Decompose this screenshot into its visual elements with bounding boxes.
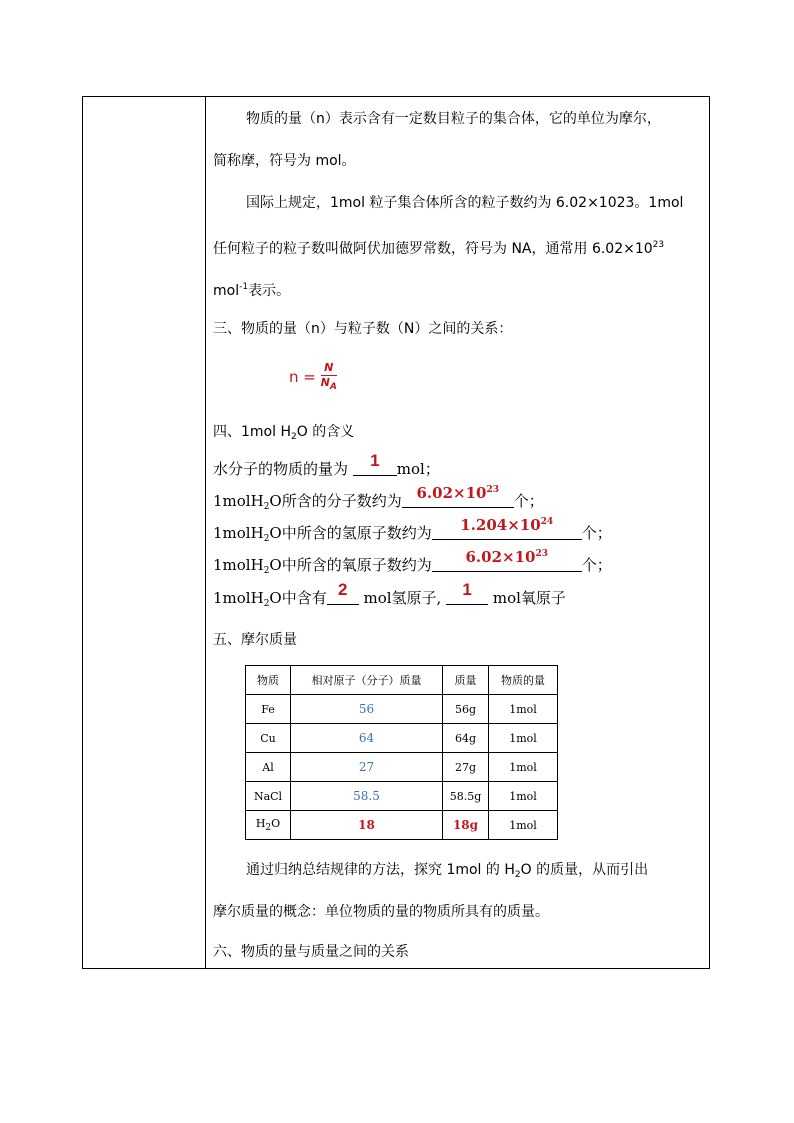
cell-relative-mass: 64 bbox=[291, 724, 443, 753]
fill-line-4: 1molH$_2$O中所含的氧原子数约为 $6.02\times 10^{23}$ 个； bbox=[213, 555, 612, 581]
para1-line1: 物质的量（n）表示含有一定数目粒子的集合体，它的单位为摩尔， bbox=[246, 111, 661, 127]
heading-4: 四、1mol $H_2O$ 的含义 bbox=[213, 424, 355, 442]
answer-value: 1 bbox=[370, 451, 380, 470]
table-header: 物质 bbox=[246, 666, 291, 695]
answer-blank bbox=[353, 451, 397, 476]
answer-blank bbox=[446, 580, 488, 605]
table-header-row bbox=[246, 666, 558, 695]
answer-blank bbox=[402, 484, 514, 508]
table-header: 物质的量 bbox=[489, 666, 558, 695]
cell-amount: 1mol bbox=[489, 695, 558, 724]
answer-blank bbox=[432, 548, 582, 572]
fill-line-1: 水分子的物质的量为 1 mol； bbox=[213, 451, 440, 478]
cell-substance: Cu bbox=[246, 724, 291, 753]
para3-line1: 通过归纳总结规律的方法，探究 1mol 的 $H_2O$ 的质量，从而引出 bbox=[246, 862, 649, 880]
table-row bbox=[246, 782, 558, 811]
cell-mass: 18g bbox=[443, 811, 489, 840]
cell-mass: 27g bbox=[443, 753, 489, 782]
cell-relative-mass: 58.5 bbox=[291, 782, 443, 811]
cell-amount: 1mol bbox=[489, 753, 558, 782]
para2-line2: 任何粒子的粒子数叫做阿伏加德罗常数，符号为 NA，通常用 $6.02\times 10^{23}$ bbox=[213, 240, 665, 257]
fill-line-3: 1molH$_2$O中所含的氢原子数约为 $1.204\times 10^{24}$ 个； bbox=[213, 523, 612, 549]
para3-line2: 摩尔质量的概念：单位物质的量的物质所具有的质量。 bbox=[213, 904, 549, 920]
para2-line3: mol$^{-1}$表示。 bbox=[213, 282, 291, 299]
cell-mass: 64g bbox=[443, 724, 489, 753]
cell-mass: 58.5g bbox=[443, 782, 489, 811]
table-header: 质量 bbox=[443, 666, 489, 695]
cell-substance: $H_2O$ bbox=[246, 811, 291, 840]
answer-value: 1 bbox=[462, 580, 472, 599]
table-row bbox=[246, 811, 558, 840]
lesson-content-cell bbox=[213, 97, 703, 968]
cell-substance: Al bbox=[246, 753, 291, 782]
table-row bbox=[246, 724, 558, 753]
formula-n-equals-N-over-NA: n = $\frac{N}{N_A}$ bbox=[289, 361, 337, 392]
fill-line-2: 1molH$_2$O所含的分子数约为 $6.02\times 10^{23}$ 个； bbox=[213, 491, 544, 517]
table-header: 相对原子（分子）质量 bbox=[291, 666, 443, 695]
cell-relative-mass: 56 bbox=[291, 695, 443, 724]
answer-value: 2 bbox=[338, 580, 348, 599]
cell-relative-mass: 27 bbox=[291, 753, 443, 782]
molar-mass-table bbox=[245, 665, 558, 840]
answer-blank bbox=[327, 580, 359, 605]
answer-value: $6.02\times 10^{23}$ bbox=[416, 484, 499, 502]
heading-6: 六、物质的量与质量之间的关系 bbox=[213, 944, 409, 960]
answer-blank bbox=[432, 516, 582, 540]
cell-amount: 1mol bbox=[489, 782, 558, 811]
lesson-table-frame bbox=[82, 96, 710, 969]
cell-substance: NaCl bbox=[246, 782, 291, 811]
cell-substance: Fe bbox=[246, 695, 291, 724]
para2-line1: 国际上规定，1mol 粒子集合体所含的粒子数约为 6.02×1023。1mol bbox=[246, 195, 684, 211]
para1-line2: 简称摩，符号为 mol。 bbox=[213, 153, 356, 169]
answer-value: $6.02\times 10^{23}$ bbox=[465, 548, 548, 566]
column-divider bbox=[205, 97, 206, 968]
answer-value: $1.204\times 10^{24}$ bbox=[460, 516, 554, 534]
cell-amount: 1mol bbox=[489, 724, 558, 753]
cell-mass: 56g bbox=[443, 695, 489, 724]
fill-line-5: 1molH$_2$O中含有 2 mol氢原子, 1 mol氧原子 bbox=[213, 580, 566, 609]
table-row bbox=[246, 695, 558, 724]
table-row bbox=[246, 753, 558, 782]
cell-amount: 1mol bbox=[489, 811, 558, 840]
heading-5: 五、摩尔质量 bbox=[213, 632, 297, 648]
cell-relative-mass: 18 bbox=[291, 811, 443, 840]
heading-3: 三、物质的量（n）与粒子数（N）之间的关系： bbox=[213, 321, 513, 337]
